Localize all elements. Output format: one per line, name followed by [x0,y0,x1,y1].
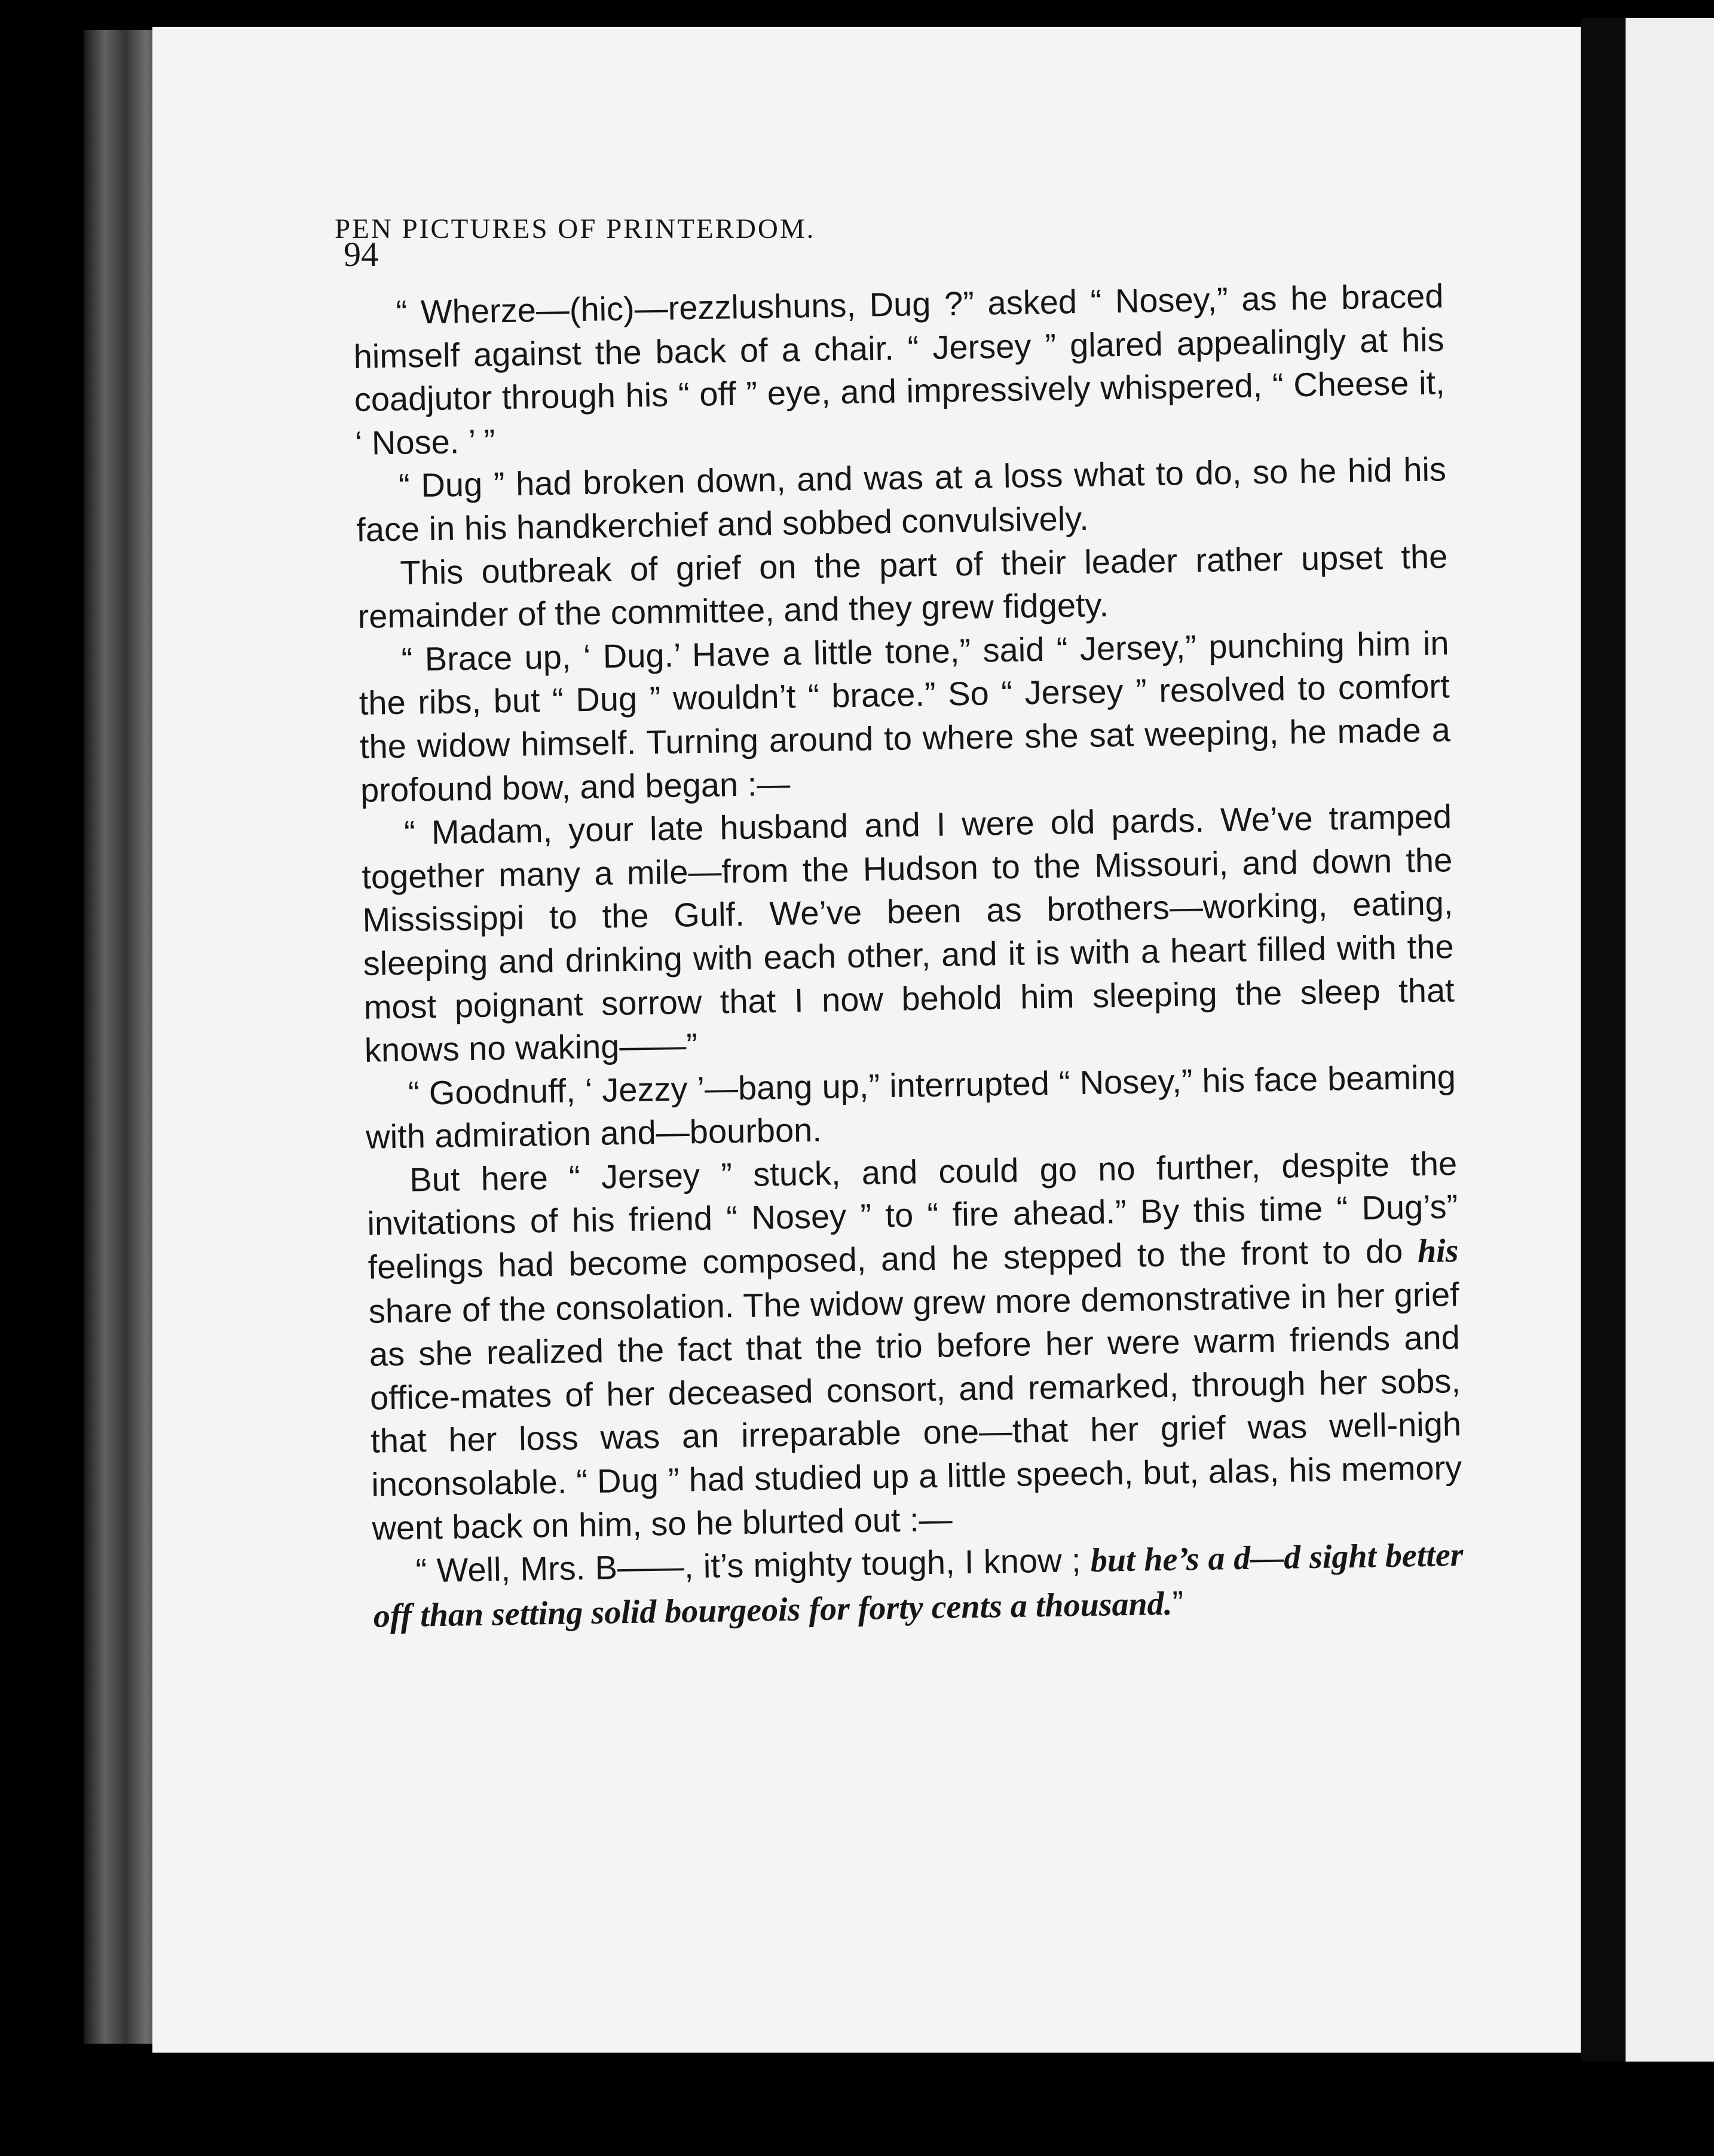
running-title: PEN PICTURES OF PRINTERDOM. [335,213,816,244]
paragraph-7-text-start: But here “ Jersey ” stuck, and could go no further, despite the invitations of his friend “ Nosey ” to “ fire ahead.” By this time “ Dug’s” feelings had become composed, and he stepped to the front to do [367,1144,1458,1286]
page-body [353,274,1464,1638]
paragraph-7 [366,1142,1463,1550]
facing-page-edge [1626,18,1714,2062]
paragraph-8 [372,1533,1464,1638]
paragraph-7-italic: his [1417,1232,1459,1270]
paragraph-2: “ Dug ” had broken down, and was at a loss what to do, so he hid his face in his handkerchief and sobbed convulsively. [356,450,1447,549]
paragraph-8-text-start: “ Well, Mrs. B——, it’s mighty tough, I know ; [415,1541,1091,1590]
book-gutter [1581,18,1626,2062]
paragraph-5: “ Madam, your late husband and I were old pards. We’ve tramped together many a mile—from the Hudson to the Missouri, and down the Mississippi to the Gulf. We’ve been as brothers—working, eating, sleeping and drinking with each other, and it is with a heart filled with the most poignant sorrow that I now behold him sleeping the sleep that knows no waking——” [361,797,1455,1069]
paragraph-4: “ Brace up, ‘ Dug.’ Have a little tone,” said “ Jersey,” punching him in the ribs, but “ Dug ” wouldn’t “ brace.” So “ Jersey ” resolved to comfort the widow himself. Turning around to where she sat weeping, he made a profound bow, and began :— [359,624,1451,809]
paragraph-6: “ Goodnuff, ‘ Jezzy ’—bang up,” interrupted “ Nosey,” his face beaming with admiration and—bourbon. [365,1057,1456,1156]
paragraph-8-italic: but he’s a d—d sight better off than setting solid bourgeois for forty cents a thousand. [373,1536,1464,1635]
paragraph-3: This outbreak of grief on the part of their leader rather upset the remainder of the committee, and they grew fidgety. [357,537,1448,636]
paragraph-8-text-end: ” [1172,1584,1184,1622]
paragraph-1: “ Wherze—(hic)—rezzlushuns, Dug ?” asked “ Nosey,” as he braced himself against the back of a chair. “ Jersey ” glared appealingly at his coadjutor through his “ off ” eye, and impressively whispered, “ Cheese it, ‘ Nose. ’ ” [353,277,1446,462]
paragraph-7-text-end: share of the consolation. The widow grew more demonstrative in her grief as she realized the fact that the trio before her were warm friends and office-mates of her deceased consort, and remarked, through her sobs, that her loss was an irreparable one—that her grief was well-nigh inconsolable. “ Dug ” had studied up a little speech, but, alas, his memory went back on him, so he blurted out :— [368,1275,1462,1547]
page-number: 94 [344,235,378,274]
